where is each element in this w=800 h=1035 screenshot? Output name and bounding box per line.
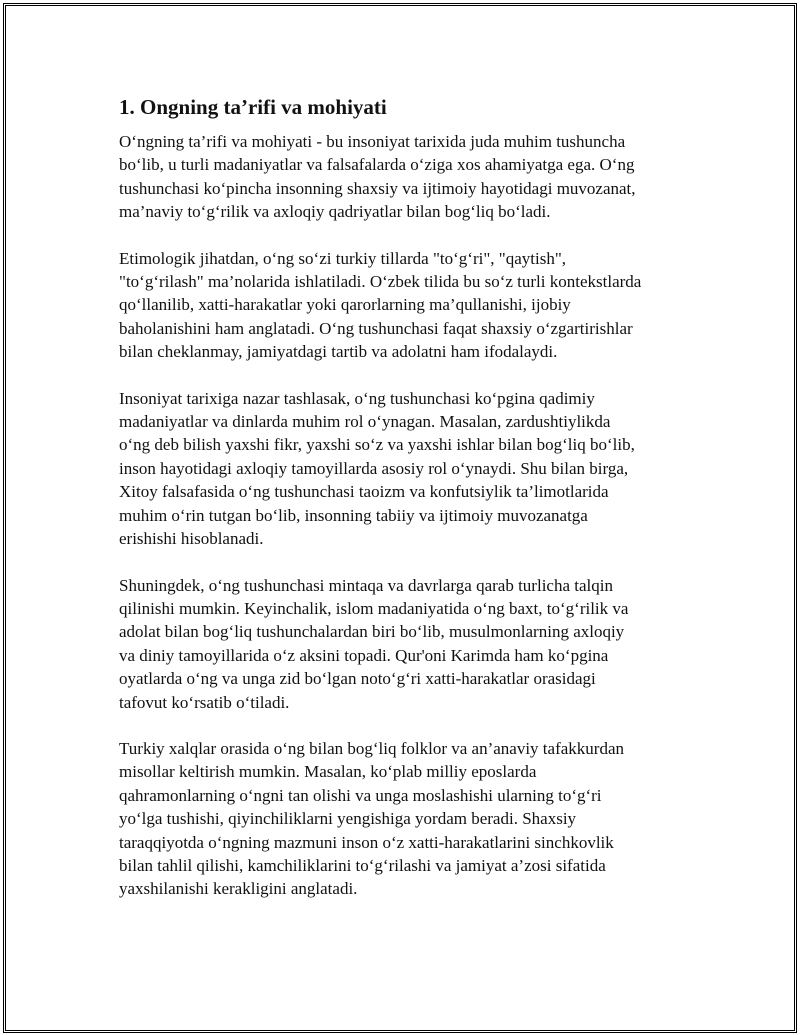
text-line: bilan cheklanmay, jamiyatdagi tartib va adolatni ham ifodalaydi. <box>119 342 558 362</box>
text-line: yo‘lga tushishi, qiyinchiliklarni yengishiga yordam beradi. Shaxsiy <box>119 809 577 829</box>
text-line: "to‘g‘rilash" ma’nolarida ishlatiladi. O‘zbek tilida bu so‘z turli kontekstlarda <box>119 272 642 292</box>
paragraph-1 <box>119 130 684 224</box>
text-line: Xitoy falsafasida o‘ng tushunchasi taoizm va konfutsiylik ta’limotlarida <box>119 482 609 502</box>
text-line: Etimologik jihatdan, o‘ng so‘zi turkiy tillarda "to‘g‘ri", "qaytish", <box>119 248 567 268</box>
text-line: tafovut ko‘rsatib o‘tiladi. <box>119 692 290 712</box>
text-line: adolat bilan bog‘liq tushunchalardan biri bo‘lib, musulmonlarning axloqiy <box>119 622 625 642</box>
document-body <box>119 94 684 924</box>
text-line: Turkiy xalqlar orasida o‘ng bilan bog‘liq folklor va an’anaviy tafakkurdan <box>119 738 624 758</box>
text-line: Insoniyat tarixiga nazar tashlasak, o‘ng tushunchasi ko‘pgina qadimiy <box>119 388 595 408</box>
text-line: oyatlarda o‘ng va unga zid bo‘lgan noto‘g‘ri xatti-harakatlar orasidagi <box>119 669 596 689</box>
text-line: va diniy tamoyillarida o‘z aksini topadi. Qur'oni Karimda ham ko‘pgina <box>119 645 609 665</box>
paragraph-4 <box>119 574 684 714</box>
text-line: muhim o‘rin tutgan bo‘lib, insonning tabiiy va ijtimoiy muvozanatga <box>119 505 588 525</box>
text-line: inson hayotidagi axloqiy tamoyillarda asosiy rol o‘ynaydi. Shu bilan birga, <box>119 458 629 478</box>
text-line: O‘ngning ta’rifi va mohiyati - bu insoniyat tarixida juda muhim tushuncha <box>119 132 626 151</box>
text-line: qo‘llanilib, xatti-harakatlar yoki qarorlarning ma’qullanishi, ijobiy <box>119 295 571 315</box>
section-heading: 1. Ongning ta’rifi va mohiyati <box>119 95 387 119</box>
text-line: qahramonlarning o‘ngni tan olishi va unga moslashishi ularning to‘g‘ri <box>119 785 602 805</box>
text-line: taraqqiyotda o‘ngning mazmuni inson o‘z xatti-harakatlarini sinchkovlik <box>119 832 614 852</box>
text-line: misollar keltirish mumkin. Masalan, ko‘plab milliy eposlarda <box>119 762 537 782</box>
text-line: erishishi hisoblanadi. <box>119 529 264 549</box>
text-line: bilan tahlil qilishi, kamchiliklarini to‘g‘rilashi va jamiyat a’zosi sifatida <box>119 855 606 875</box>
text-line: Shuningdek, o‘ng tushunchasi mintaqa va davrlarga qarab turlicha talqin <box>119 575 613 595</box>
text-line: bo‘lib, u turli madaniyatlar va falsafalarda o‘ziga xos ahamiyatga ega. O‘ng <box>119 155 635 175</box>
text-line: o‘ng deb bilish yaxshi fikr, yaxshi so‘z va yaxshi ishlar bilan bog‘liq bo‘lib, <box>119 435 635 455</box>
text-line: ma’naviy to‘g‘rilik va axloqiy qadriyatlar bilan bog‘liq bo‘ladi. <box>119 202 551 222</box>
paragraph-5 <box>119 737 684 901</box>
text-line: qilinishi mumkin. Keyinchalik, islom madaniyatida o‘ng baxt, to‘g‘rilik va <box>119 598 629 618</box>
paragraph-3 <box>119 387 684 551</box>
text-line: tushunchasi ko‘pincha insonning shaxsiy va ijtimoiy hayotidagi muvozanat, <box>119 178 636 198</box>
text-line: yaxshilanishi kerakligini anglatadi. <box>119 879 358 899</box>
text-line: baholanishini ham anglatadi. O‘ng tushunchasi faqat shaxsiy o‘zgartirishlar <box>119 318 633 338</box>
text-line: madaniyatlar va dinlarda muhim rol o‘ynagan. Masalan, zardushtiylikda <box>119 412 611 432</box>
paragraph-2 <box>119 247 684 364</box>
